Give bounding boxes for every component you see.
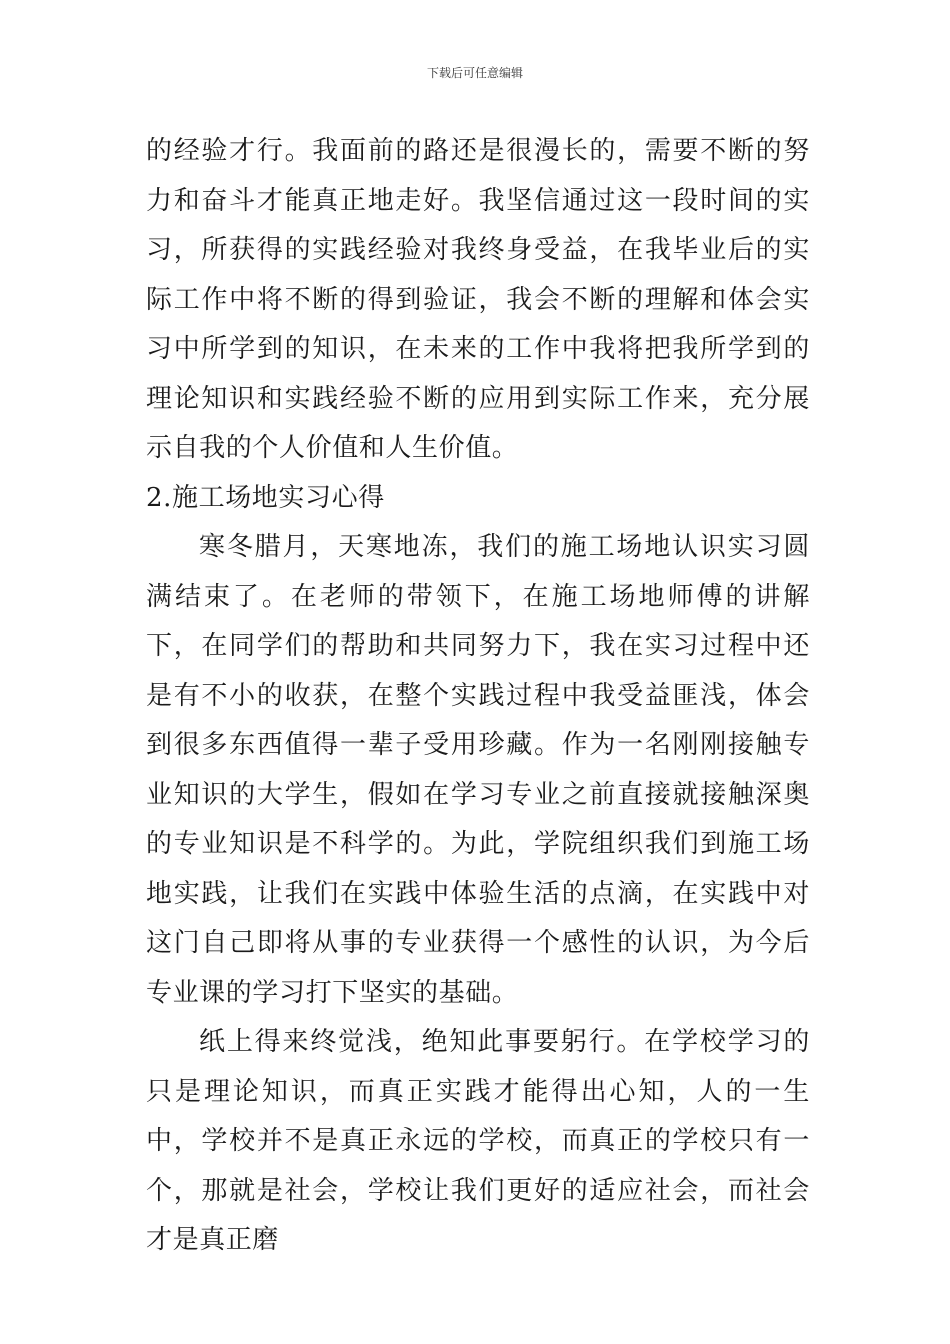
paragraph-1: 寒冬腊月，天寒地冻，我们的施工场地认识实习圆满结束了。在老师的带领下，在施工场地师傅的讲解下，在同学们的帮助和共同努力下，我在实习过程中还是有不小的收获，在整个实践过程中我受益匪浅，体会到很多东西值得一辈子受用珍藏。作为一名刚刚接触专业知识的大学生，假如在学习专业之前直接就接触深奥的专业知识是不科学的。为此，学院组织我们到施工场地实践，让我们在实践中体验生活的点滴，在实践中对这门自己即将从事的专业获得一个感性的认识，为今后专业课的学习打下坚实的基础。	[146, 532, 810, 1008]
section-heading: 2.施工场地实习心得	[146, 482, 385, 513]
header-note: 下载后可任意编辑	[426, 66, 523, 80]
document-body	[146, 127, 810, 1266]
paragraph-2: 纸上得来终觉浅，绝知此事要躬行。在学校学习的只是理论知识，而真正实践才能得出心知，人的一生中，学校并不是真正永远的学校，而真正的学校只有一个，那就是社会，学校让我们更好的适应社会，而社会才是真正磨	[146, 1027, 810, 1255]
paragraph-continued: 的经验才行。我面前的路还是很漫长的，需要不断的努力和奋斗才能真正地走好。我坚信通过这一段时间的实习，所获得的实践经验对我终身受益，在我毕业后的实际工作中将不断的得到验证，我会不断的理解和体会实习中所学到的知识，在未来的工作中我将把我所学到的理论知识和实践经验不断的应用到实际工作来，充分展示自我的个人价值和人生价值。	[146, 136, 810, 463]
